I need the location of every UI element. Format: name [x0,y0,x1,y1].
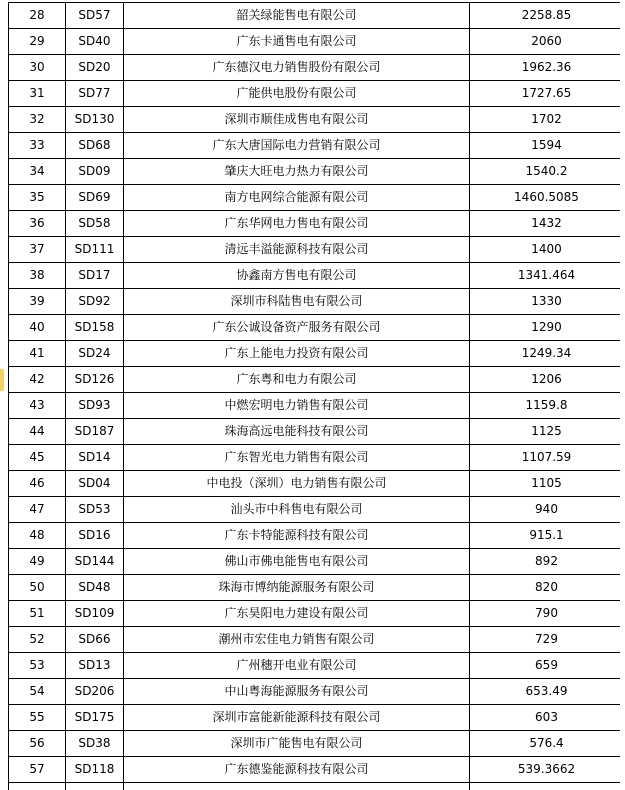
table-row [9,367,624,393]
cell-rank[interactable]: 37 [9,237,66,263]
table-row [9,3,624,29]
right-gutter [620,0,625,790]
table-row [9,81,624,107]
cell-code[interactable]: SD175 [66,705,124,731]
cell-name[interactable]: 深圳市广能售电有限公司 [124,731,470,757]
cell-code[interactable]: SD187 [66,419,124,445]
cell-code[interactable]: SD126 [66,367,124,393]
cell-value[interactable] [470,783,624,790]
table-row [9,263,624,289]
data-table [8,2,624,790]
cell-name[interactable]: 肇庆大旺电力热力有限公司 [124,159,470,185]
cell-value[interactable]: 1105 [470,471,624,497]
cell-value[interactable]: 1727.65 [470,81,624,107]
cell-rank[interactable]: 57 [9,757,66,783]
cell-rank[interactable]: 50 [9,575,66,601]
table-row [9,783,624,790]
cell-rank[interactable]: 36 [9,211,66,237]
cell-name[interactable]: 佛山市佛电能售电有限公司 [124,549,470,575]
cell-code[interactable]: SD20 [66,55,124,81]
cell-value[interactable]: 1330 [470,289,624,315]
table-row [9,705,624,731]
cell-code[interactable]: SD144 [66,549,124,575]
table-row [9,315,624,341]
cell-rank[interactable]: 33 [9,133,66,159]
cell-code[interactable]: SD24 [66,341,124,367]
cell-code[interactable]: SD53 [66,497,124,523]
cell-name[interactable]: 中燃宏明电力销售有限公司 [124,393,470,419]
cell-code[interactable]: SD130 [66,107,124,133]
cell-name[interactable]: 广东德鉴能源科技有限公司 [124,757,470,783]
cell-code[interactable] [66,783,124,790]
cell-value[interactable]: 603 [470,705,624,731]
cell-rank[interactable]: 53 [9,653,66,679]
cell-name[interactable]: 中电投（深圳）电力销售有限公司 [124,471,470,497]
cell-rank[interactable]: 46 [9,471,66,497]
cell-name[interactable]: 珠海高远电能科技有限公司 [124,419,470,445]
cell-value[interactable]: 915.1 [470,523,624,549]
cell-rank[interactable]: 44 [9,419,66,445]
cell-rank[interactable]: 43 [9,393,66,419]
cell-name[interactable] [124,783,470,790]
table-row [9,497,624,523]
cell-value[interactable]: 1206 [470,367,624,393]
cell-code[interactable]: SD69 [66,185,124,211]
cell-code[interactable]: SD04 [66,471,124,497]
cell-code[interactable]: SD16 [66,523,124,549]
cell-code[interactable]: SD93 [66,393,124,419]
cell-name[interactable]: 中山粤海能源服务有限公司 [124,679,470,705]
cell-rank[interactable]: 52 [9,627,66,653]
table-row [9,757,624,783]
cell-name[interactable]: 协鑫南方售电有限公司 [124,263,470,289]
cell-name[interactable]: 韶关绿能售电有限公司 [124,3,470,29]
cell-rank[interactable]: 42 [9,367,66,393]
cell-value[interactable]: 1249.34 [470,341,624,367]
cell-value[interactable]: 892 [470,549,624,575]
table-row [9,731,624,757]
cell-value[interactable]: 576.4 [470,731,624,757]
cell-code[interactable]: SD38 [66,731,124,757]
table-row [9,679,624,705]
cell-name[interactable]: 广东卡通售电有限公司 [124,29,470,55]
cell-code[interactable]: SD68 [66,133,124,159]
cell-name[interactable]: 广东智光电力销售有限公司 [124,445,470,471]
cell-rank[interactable]: 32 [9,107,66,133]
cell-code[interactable]: SD14 [66,445,124,471]
cell-code[interactable]: SD111 [66,237,124,263]
cell-rank[interactable]: 55 [9,705,66,731]
cell-value[interactable]: 790 [470,601,624,627]
cell-rank[interactable]: 47 [9,497,66,523]
cell-code[interactable]: SD77 [66,81,124,107]
cell-name[interactable]: 广东卡特能源科技有限公司 [124,523,470,549]
cell-name[interactable]: 潮州市宏佳电力销售有限公司 [124,627,470,653]
table-row [9,627,624,653]
table-row [9,107,624,133]
cell-code[interactable]: SD158 [66,315,124,341]
cell-value[interactable]: 1125 [470,419,624,445]
cell-rank[interactable]: 34 [9,159,66,185]
table-row [9,159,624,185]
table-row [9,237,624,263]
cell-rank[interactable]: 38 [9,263,66,289]
cell-rank[interactable]: 40 [9,315,66,341]
cell-name[interactable]: 珠海市博纳能源服务有限公司 [124,575,470,601]
cell-value[interactable]: 1341.464 [470,263,624,289]
cell-rank[interactable]: 56 [9,731,66,757]
cell-value[interactable]: 1290 [470,315,624,341]
cell-rank[interactable] [9,783,66,790]
table-row [9,289,624,315]
cell-value[interactable]: 820 [470,575,624,601]
row-selection-marker [0,369,4,391]
cell-value[interactable]: 659 [470,653,624,679]
table-row [9,549,624,575]
table-row [9,185,624,211]
cell-name[interactable]: 南方电网综合能源有限公司 [124,185,470,211]
cell-value[interactable]: 1594 [470,133,624,159]
table-row [9,471,624,497]
cell-rank[interactable]: 28 [9,3,66,29]
table-row [9,419,624,445]
cell-rank[interactable]: 49 [9,549,66,575]
cell-rank[interactable]: 54 [9,679,66,705]
table-row [9,133,624,159]
cell-name[interactable]: 广东公诚设备资产服务有限公司 [124,315,470,341]
cell-name[interactable]: 广东大唐国际电力营销有限公司 [124,133,470,159]
cell-code[interactable]: SD206 [66,679,124,705]
cell-value[interactable]: 1460.5085 [470,185,624,211]
cell-name[interactable]: 深圳市顺佳成售电有限公司 [124,107,470,133]
cell-value[interactable]: 940 [470,497,624,523]
cell-code[interactable]: SD13 [66,653,124,679]
cell-value[interactable]: 1159.8 [470,393,624,419]
table-row [9,601,624,627]
cell-name[interactable]: 汕头市中科售电有限公司 [124,497,470,523]
table-row [9,575,624,601]
cell-value[interactable]: 729 [470,627,624,653]
table-row [9,653,624,679]
cell-name[interactable]: 广东昊阳电力建设有限公司 [124,601,470,627]
cell-name[interactable]: 广东上能电力投资有限公司 [124,341,470,367]
cell-name[interactable]: 广东粤和电力有限公司 [124,367,470,393]
cell-name[interactable]: 广州穗开电业有限公司 [124,653,470,679]
cell-value[interactable]: 1702 [470,107,624,133]
cell-code[interactable]: SD40 [66,29,124,55]
cell-rank[interactable]: 30 [9,55,66,81]
cell-name[interactable]: 深圳市富能新能源科技有限公司 [124,705,470,731]
cell-value[interactable]: 1540.2 [470,159,624,185]
table-row [9,523,624,549]
cell-value[interactable]: 539.3662 [470,757,624,783]
cell-rank[interactable]: 51 [9,601,66,627]
table-row [9,341,624,367]
cell-name[interactable]: 深圳市科陆售电有限公司 [124,289,470,315]
cell-name[interactable]: 广能供电股份有限公司 [124,81,470,107]
cell-code[interactable]: SD57 [66,3,124,29]
cell-code[interactable]: SD17 [66,263,124,289]
table-body [9,3,624,790]
cell-name[interactable]: 广东华网电力售电有限公司 [124,211,470,237]
cell-name[interactable]: 清远丰溢能源科技有限公司 [124,237,470,263]
cell-code[interactable]: SD09 [66,159,124,185]
cell-rank[interactable]: 41 [9,341,66,367]
cell-code[interactable]: SD48 [66,575,124,601]
table-row [9,211,624,237]
cell-code[interactable]: SD118 [66,757,124,783]
table-row [9,393,624,419]
cell-rank[interactable]: 31 [9,81,66,107]
cell-code[interactable]: SD109 [66,601,124,627]
cell-rank[interactable]: 48 [9,523,66,549]
cell-value[interactable]: 2258.85 [470,3,624,29]
cell-code[interactable]: SD92 [66,289,124,315]
table-row [9,29,624,55]
cell-value[interactable]: 653.49 [470,679,624,705]
cell-code[interactable]: SD66 [66,627,124,653]
cell-code[interactable]: SD58 [66,211,124,237]
cell-rank[interactable]: 29 [9,29,66,55]
cell-rank[interactable]: 35 [9,185,66,211]
table-row [9,445,624,471]
cell-value[interactable]: 1107.59 [470,445,624,471]
cell-value[interactable]: 1962.36 [470,55,624,81]
cell-rank[interactable]: 39 [9,289,66,315]
cell-value[interactable]: 1400 [470,237,624,263]
cell-name[interactable]: 广东德汉电力销售股份有限公司 [124,55,470,81]
cell-rank[interactable]: 45 [9,445,66,471]
cell-value[interactable]: 2060 [470,29,624,55]
table-row [9,55,624,81]
cell-value[interactable]: 1432 [470,211,624,237]
